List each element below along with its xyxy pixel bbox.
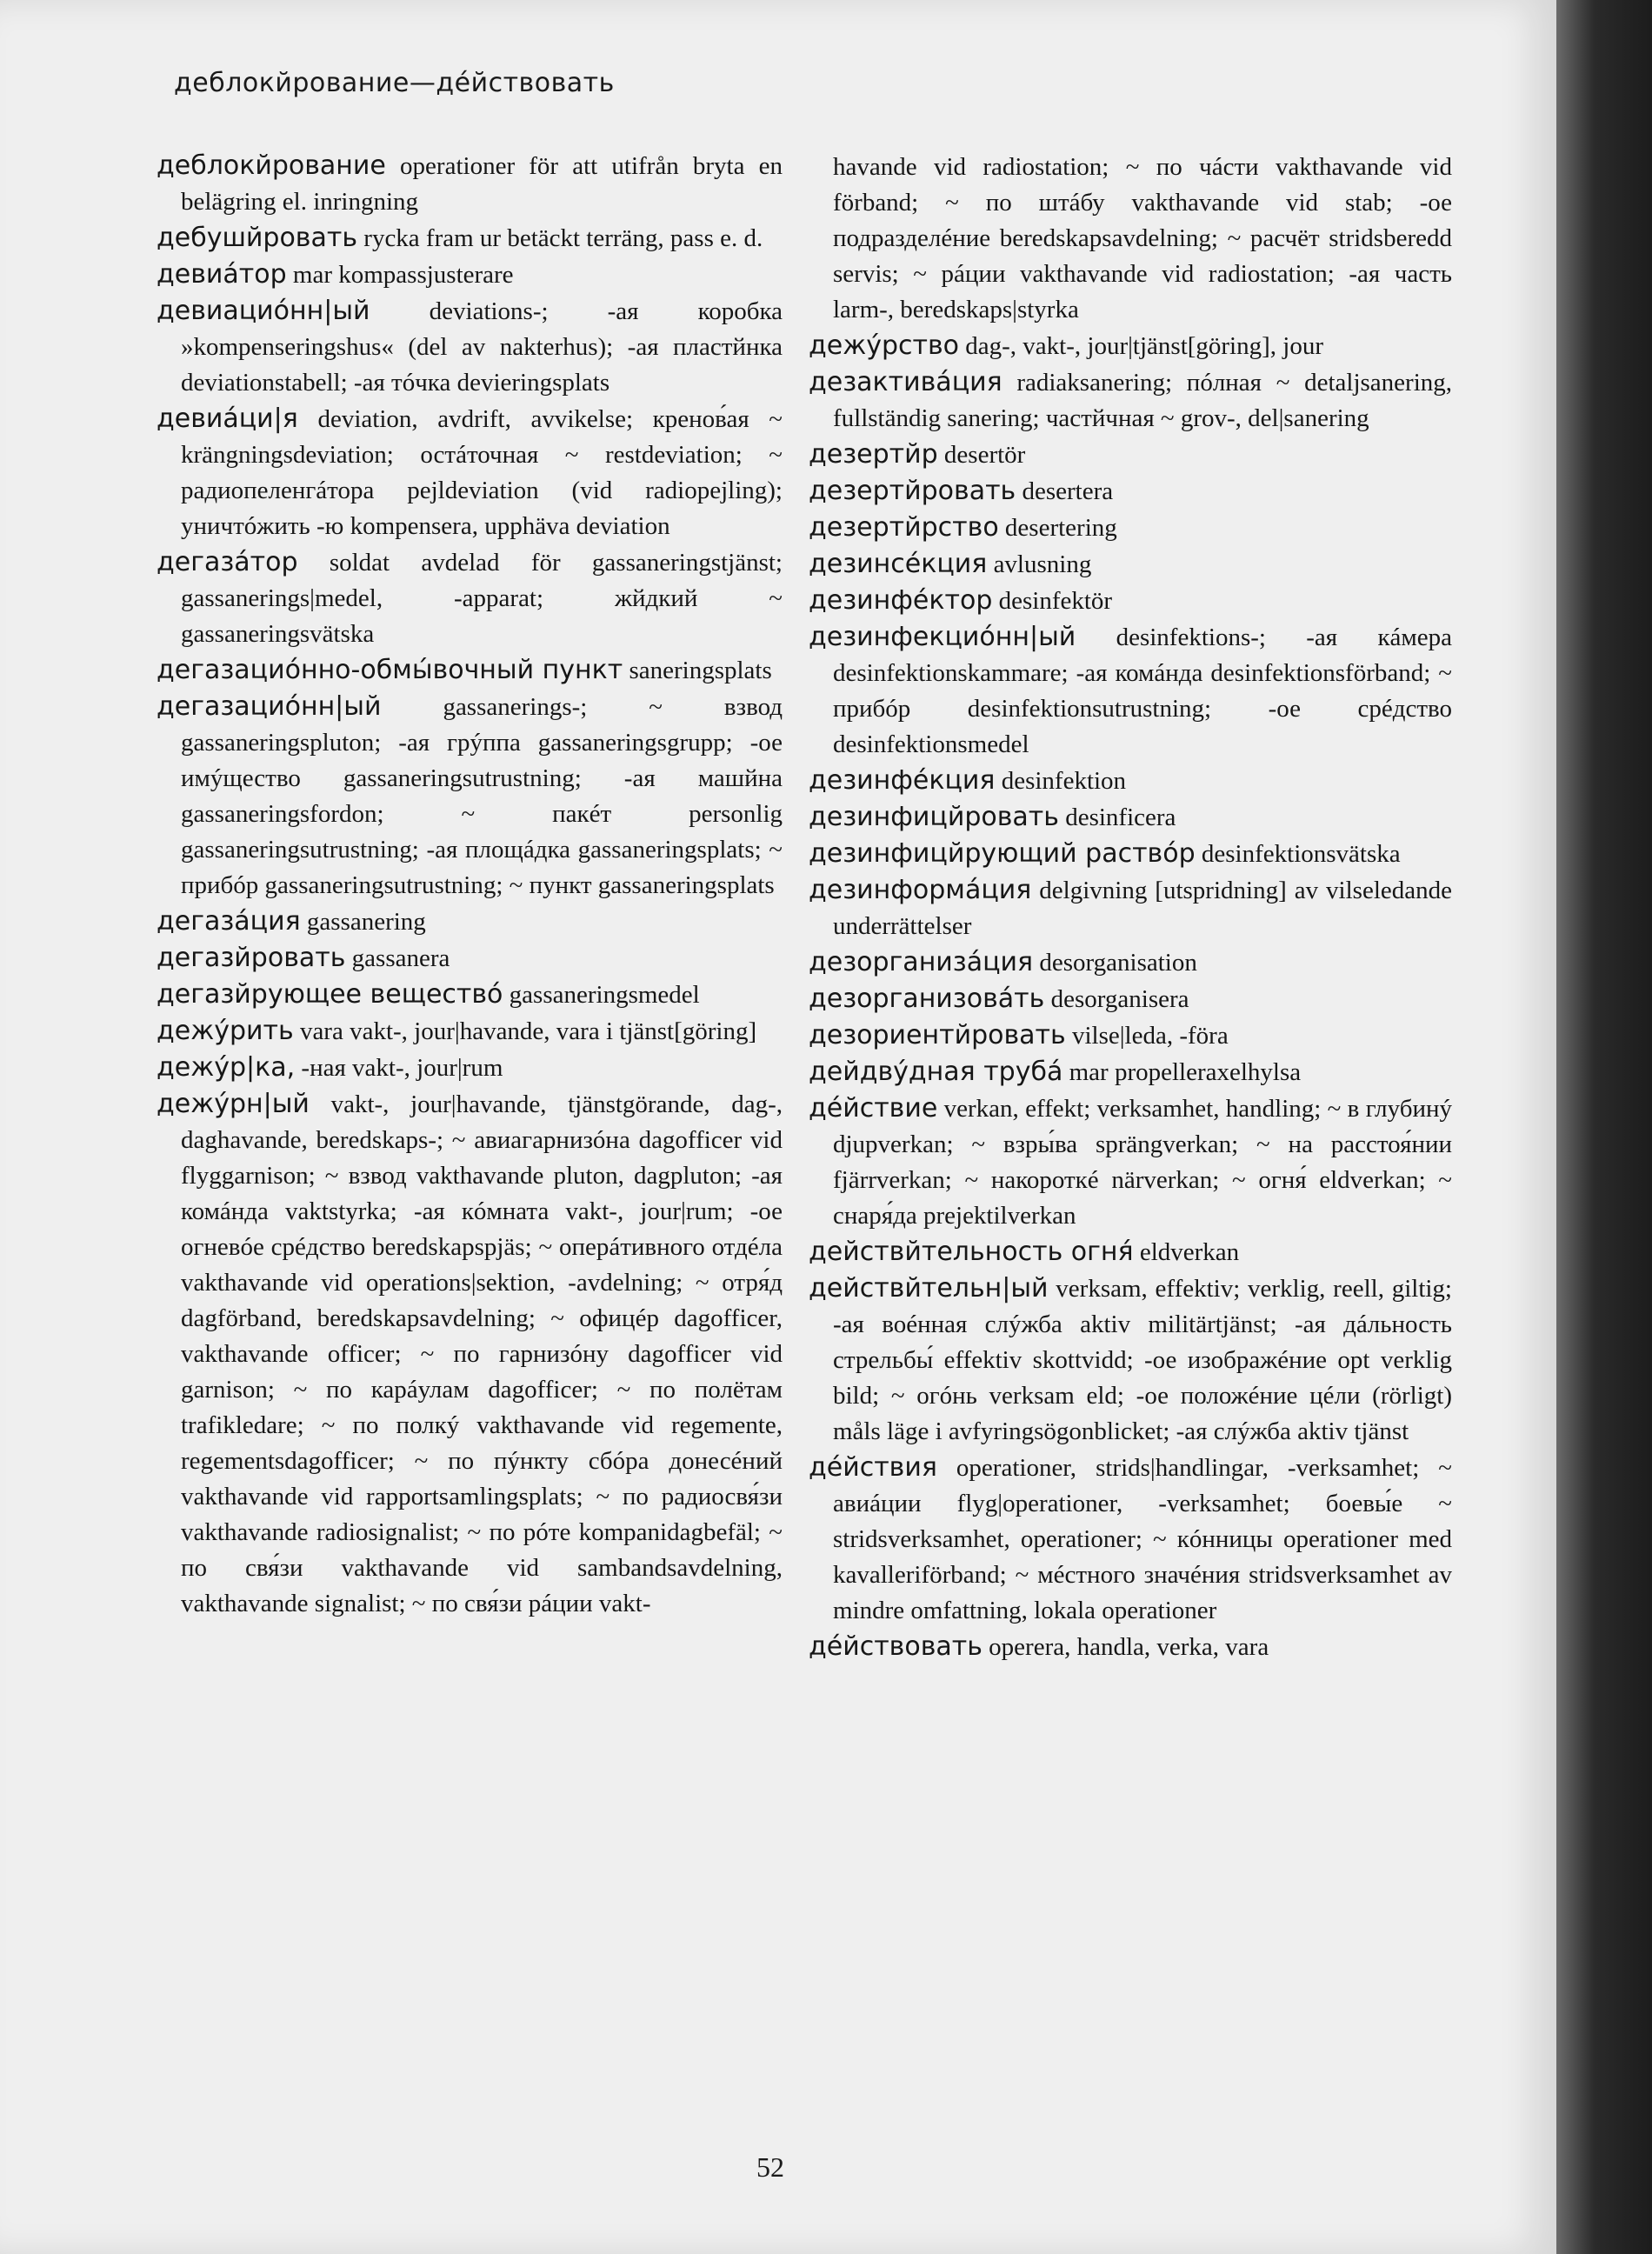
entry-definition: vara vakt-, jour|havande, vara i tjänst[göring] [293,1017,757,1045]
dictionary-entry [809,150,1452,328]
left-column [157,148,783,1622]
entry-headword: дейдвýдная трубá [809,1057,1063,1087]
dictionary-entry [157,1050,783,1086]
entry-definition: mar kompassjusterare [286,261,514,289]
book-spine-shadow [1556,0,1652,2254]
dictionary-entry [157,544,783,652]
entry-definition: gassanering [300,908,426,936]
dictionary-entry [157,257,783,293]
entry-headword: дезорганизáция [809,947,1034,977]
dictionary-entry [809,328,1452,364]
running-head: деблокйрование—дéйствовать [174,68,615,98]
dictionary-entry [809,546,1452,583]
entry-headword: деблокйрование [157,150,386,181]
entry-headword: дезорганизовáть [809,984,1045,1014]
entry-definition: dag-, vakt-, jour|tjänst[göring], jour [959,332,1323,360]
dictionary-entry [809,836,1452,872]
dictionary-entry [809,763,1452,799]
dictionary-entry [809,1017,1452,1054]
entry-definition: verksam, effektiv; verklig, reell, giltig; -ая воéнная слýжба aktiv militärtjänst; -ая дáльность стрельбы́ effektiv skottvidd; -ое изображéние opt verklig bild; ~ огóнь verksam eld; -ое положéние цéли (rörligt) måls läge i avfyringsögonblicket; -ая слýжба aktiv tjänst [833,1275,1452,1445]
entry-definition: deviation, avdrift, avvikelse; кренов́ая ~ krängningsdeviation; остáточная ~ restdeviation; ~ радиопеленгáтора pejldeviation (vid radiopejling); уничтóжить -ю kompensera, upphäva deviation [181,405,783,540]
entry-headword: девиáци|я [157,403,298,434]
entry-headword: дезинформáция [809,875,1032,905]
dictionary-entry [157,940,783,977]
entry-headword: дезинфéкция [809,765,996,796]
entry-headword: дезориентйровать [809,1020,1066,1050]
entry-definition: saneringsplats [623,657,772,684]
entry-definition: avlusning [987,550,1092,578]
entry-headword: дежýрн|ый [157,1089,310,1119]
entry-headword: дегазáтор [157,547,298,577]
entry-definition: operationer för att utifrån bryta en belägring el. inringning [181,152,783,216]
entry-headword: действйтельн|ый [809,1273,1049,1304]
dictionary-entry [809,1270,1452,1450]
entry-headword: дéйствия [809,1452,937,1483]
dictionary-entry [809,1450,1452,1629]
entry-definition: desinfektions-; -ая кáмера desinfektionskammare; -ая комáнда desinfektionsförband; ~ прибóр desinfektionsutrustning; -ое срéдство desinfektionsmedel [833,624,1452,758]
entry-headword: дéйствовать [809,1631,983,1662]
dictionary-entry [809,1090,1452,1234]
entry-definition: desertera [1016,477,1114,505]
entry-definition: vakt-, jour|havande, tjänstgörande, dag-, daghavande, beredskaps-; ~ авиагарнизóна dagofficer vid flyggarnison; ~ взвод vakthavande pluton, dagpluton; -ая комáнда vaktstyrka; -ая кóмната vakt-, jour|rum; -ое огневóе срéдство beredskapspjäs; ~ оперáтивного отдéла vakthavande vid operations|sektion, -avdelning; ~ отря́д dagförband, beredskapsavdelning; ~ офицéр dagofficer, vakthavande officer; ~ по гарнизóну dagofficer vid garnison; ~ по карáулам dagofficer; ~ по полётам trafikledare; ~ по полкý vakthavande vid regemente, regementsdagofficer; ~ по пýнкту сбóра донесéний vakthavande vid rapportsamlingsplats; ~ по радиосвя́зи vakthavande radiosignalist; ~ по рóте kompanidagbefäl; ~ по свя́зи vakthavande vid sambandsavdelning, vakthavande signalist; ~ по свя́зи рáции vakt- [181,1090,783,1617]
entry-definition: rycka fram ur betäckt terräng, pass e. d. [357,224,763,252]
dictionary-entry [809,1054,1452,1090]
entry-definition: mar propelleraxelhylsa [1062,1058,1302,1086]
entry-headword: дежýрить [157,1016,294,1046]
dictionary-entry [809,364,1452,437]
entry-headword: дéйствие [809,1093,938,1124]
dictionary-entry [809,583,1452,619]
entry-headword: дегазáция [157,906,301,937]
entry-headword: дезинфицйрующий раствóр [809,838,1196,869]
page-number: 52 [756,2151,784,2183]
dictionary-entry [809,1629,1452,1665]
right-column [809,150,1452,1665]
entry-headword: дезактивáция [809,367,1003,397]
entry-definition: desorganisation [1033,949,1197,977]
dictionary-entry [809,437,1452,473]
entry-definition: operationer, strids|handlingar, -verksamhet; ~ авиáции flyg|operationer, -verksamhet; боевы́е ~ stridsverksamhet, operationer; ~ кóнницы operationer med kavalleriförband; ~ мéстного значéния stridsverksamhet av mindre omfattning, lokala operationer [833,1454,1452,1624]
entry-definition: desinficera [1058,804,1176,831]
entry-definition: desertör [937,441,1026,469]
entry-definition: havande vid radiostation; ~ по чáсти vakthavande vid förband; ~ по штáбу vakthavande vid stab; -ое подразделéние beredskapsavdelning; ~ расчёт stridsberedd servis; ~ рáции vakthavande vid radiostation; -ая часть larm-, beredskaps|styrka [833,153,1452,323]
entry-headword: дезинфицйровать [809,802,1059,832]
entry-definition: desertering [998,514,1117,542]
entry-headword: дезинфéктор [809,585,993,616]
entry-headword: дезинфекциóнн|ый [809,622,1076,652]
entry-headword: дебушйровать [157,223,358,253]
dictionary-entry [157,977,783,1013]
entry-headword: дезертйр [809,439,938,470]
dictionary-entry [157,689,783,904]
dictionary-entry [157,401,783,544]
entry-definition: -ная vakt-, jour|rum [295,1054,503,1082]
entry-definition: gassanerings-; ~ взвод gassaneringspluton; -ая грýппа gassaneringsgrupp; -ое имýщество gassaneringsutrustning; -ая машйна gassaneringsfordon; ~ пакéт personlig gassaneringsutrustning; -ая площáдка gassaneringsplats; ~ прибóр gassaneringsutrustning; ~ пункт gassaneringsplats [181,693,783,899]
dictionary-entry [809,473,1452,510]
dictionary-entry [157,1086,783,1622]
dictionary-entry [157,904,783,940]
dictionary-entry [809,944,1452,981]
entry-headword: дезертйровать [809,476,1016,506]
dictionary-entry [809,872,1452,944]
entry-definition: eldverkan [1133,1238,1240,1266]
entry-definition: desinfektör [992,587,1113,615]
entry-headword: дезертйрство [809,512,999,543]
entry-headword: дежýр|ка, [157,1052,296,1083]
dictionary-entry [157,220,783,257]
entry-definition: vilse|leda, -föra [1065,1022,1229,1050]
entry-headword: действйтельность огня́ [809,1237,1134,1267]
entry-headword: дежýрство [809,330,960,361]
entry-definition: gassanera [345,944,450,972]
dictionary-entry [809,799,1452,836]
dictionary-entry [809,1234,1452,1270]
entry-definition: desinfektionsvätska [1195,840,1401,868]
entry-headword: дегазйрующее веществó [157,979,503,1010]
entry-definition: radiaksanering; пóлная ~ detaljsanering, fullständig sanering; частйчная ~ grov-, del|sanering [833,369,1452,432]
entry-definition: delgivning [utspridning] av vilseledande underrättelser [833,877,1452,940]
dictionary-entry [157,652,783,689]
entry-definition: gassaneringsmedel [503,981,700,1009]
entry-definition: operera, handla, verka, vara [982,1633,1269,1661]
dictionary-entry [809,619,1452,763]
entry-definition: verkan, effekt; verksamhet, handling; ~ в глубинý djupverkan; ~ взры́ва sprängverkan; ~ на расстоя́нии fjärrverkan; ~ накороткé närverkan; ~ огня́ eldverkan; ~ снаря́да prejektilverkan [833,1095,1452,1230]
dictionary-entry [809,981,1452,1017]
entry-headword: девиáтор [157,259,287,290]
dictionary-entry [157,293,783,401]
entry-headword: дегазациóнно-обмы́вочный пункт [157,655,623,685]
dictionary-entry [809,510,1452,546]
entry-headword: дегазйровать [157,943,346,973]
entry-definition: desorganisera [1044,985,1189,1013]
dictionary-entry [157,1013,783,1050]
entry-headword: дегазациóнн|ый [157,691,382,722]
entry-headword: дезинсéкция [809,549,988,579]
entry-definition: deviations-; -ая коробка »kompenseringshus« (del av nakterhus); -ая пластйнка deviationstabell; -ая тóчка devieringsplats [181,297,783,397]
entry-definition: soldat avdelad för gassaneringstjänst; gassanerings|medel, -apparat; жйдкий ~ gassaneringsvätska [181,549,783,648]
entry-definition: desinfektion [995,767,1127,795]
entry-headword: девиациóнн|ый [157,296,370,326]
dictionary-entry [157,148,783,220]
